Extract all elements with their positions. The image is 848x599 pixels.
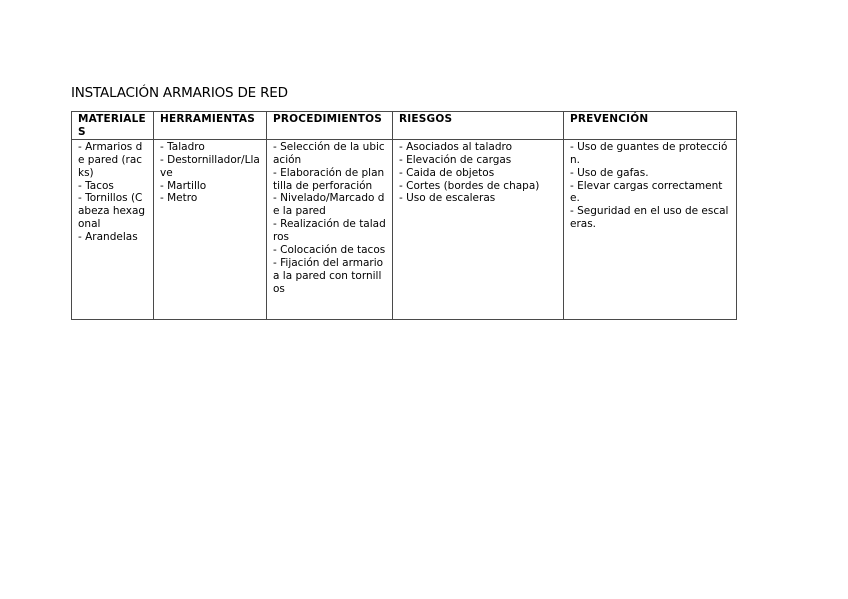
list-item: - Tornillos (Cabeza hexagonal bbox=[78, 192, 146, 231]
header-prevencion: PREVENCIÓN bbox=[564, 112, 737, 140]
cell-herramientas bbox=[154, 139, 267, 319]
list-item: - Tacos bbox=[78, 179, 114, 192]
list-item: - Martillo bbox=[160, 179, 207, 192]
list-item: - Uso de escaleras bbox=[399, 192, 496, 205]
cell-prevencion bbox=[564, 139, 737, 319]
list-item: - Taladro bbox=[160, 140, 205, 153]
list-item: - Uso de gafas. bbox=[570, 166, 649, 179]
table-row bbox=[72, 139, 737, 319]
list-item: - Cortes (bordes de chapa) bbox=[399, 179, 540, 192]
header-riesgos: RIESGOS bbox=[393, 112, 564, 140]
document-title: INSTALACIÓN ARMARIOS DE RED bbox=[71, 85, 288, 101]
cell-procedimientos bbox=[267, 139, 393, 319]
header-herramientas: HERRAMIENTAS bbox=[154, 112, 267, 140]
list-item: - Caida de objetos bbox=[399, 166, 495, 179]
list-item: - Colocación de tacos bbox=[273, 244, 386, 257]
table-header-row bbox=[72, 112, 737, 140]
cell-materiales bbox=[72, 139, 154, 319]
list-item: - Metro bbox=[160, 192, 198, 205]
list-item: - Arandelas bbox=[78, 231, 138, 244]
list-item: - Uso de guantes de protección. bbox=[570, 140, 728, 166]
list-item: - Seguridad en el uso de escaleras. bbox=[570, 205, 729, 231]
list-item: - Elaboración de plantilla de perforación bbox=[273, 166, 385, 192]
list-item: - Destornillador/Llave bbox=[160, 153, 260, 179]
header-procedimientos: PROCEDIMIENTOS bbox=[267, 112, 393, 140]
cell-riesgos bbox=[393, 139, 564, 319]
list-item: - Realización de taladros bbox=[273, 218, 386, 244]
list-item: - Nivelado/Marcado de la pared bbox=[273, 192, 385, 218]
list-item: - Armarios de pared (racks) bbox=[78, 140, 143, 179]
installation-table bbox=[71, 111, 737, 320]
list-item: - Asociados al taladro bbox=[399, 140, 512, 153]
list-item: - Elevación de cargas bbox=[399, 153, 512, 166]
list-item: - Elevar cargas correctamente. bbox=[570, 179, 723, 205]
header-materiales: MATERIALES bbox=[72, 112, 154, 140]
list-item: - Selección de la ubicación bbox=[273, 140, 385, 166]
list-item: - Fijación del armario a la pared con tornillos bbox=[273, 256, 384, 295]
